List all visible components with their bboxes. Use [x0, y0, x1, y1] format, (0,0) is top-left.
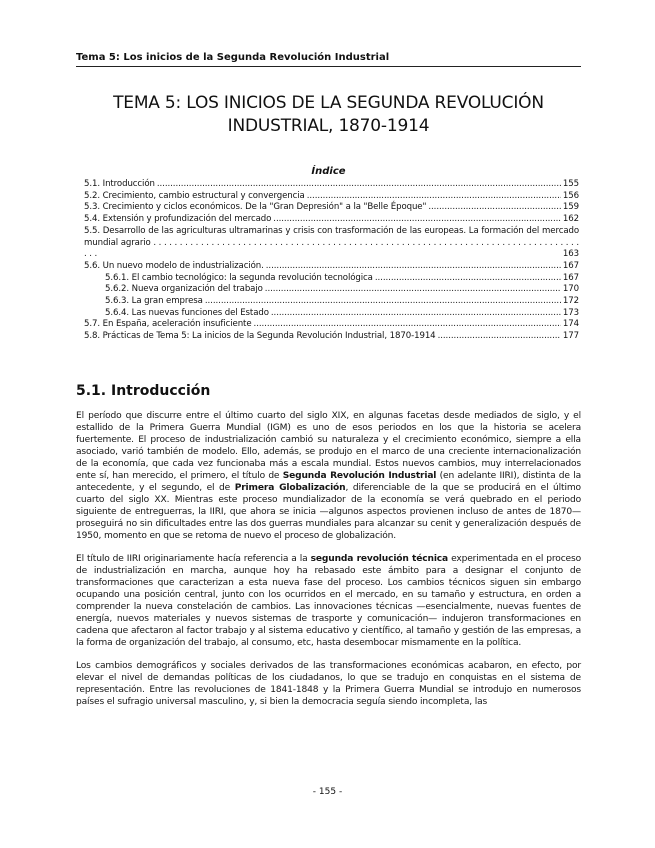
toc-entry-text: 5.6.4. Las nuevas funciones del Estado	[105, 307, 269, 318]
toc-entry[interactable]	[84, 273, 579, 285]
toc-leader-dots	[265, 284, 561, 296]
toc-entry[interactable]	[84, 214, 579, 226]
toc-leader-dots	[273, 214, 561, 226]
toc-entry-text: 5.1. Introducción	[84, 179, 155, 189]
toc-entry[interactable]	[84, 191, 579, 203]
toc-entry-text: 5.5. Desarrollo de las agriculturas ultramarinas y crisis con trasformación de las europeas. La formación del mercado mundial agrario	[84, 225, 579, 248]
paragraph	[76, 410, 581, 542]
page-number: - 155 -	[312, 787, 343, 797]
toc-entry-page: 167	[562, 260, 579, 271]
toc-leader-dots	[375, 273, 561, 285]
toc-entry[interactable]	[84, 319, 579, 331]
toc-entry-page: 173	[562, 307, 579, 318]
toc-entry-page: 177	[562, 331, 579, 342]
toc-entry-page: 174	[562, 319, 579, 330]
text-run: (en adelante IIRI), distinta de la antecedente, y el segundo, el de	[76, 471, 581, 493]
paragraph	[76, 553, 581, 649]
toc-entry-page: 155	[562, 179, 579, 189]
toc-entry-text: 5.3. Crecimiento y ciclos económicos. De la "Gran Depresión" a la "Belle Époque"	[84, 202, 427, 213]
table-of-contents	[84, 179, 579, 343]
toc-entry-text: 5.8. Prácticas de Tema 5: La inicios de la Segunda Revolución Industrial, 1870-1914	[84, 331, 436, 342]
toc-leader-dots: . . . . . . . . . . . . . . . . . . . . . . . . . . . . . . . . . . . . . . . . . . . . . . . . . . . . . . . . . . . . . . . . . . . . . . . . . . . . . . . . . . . .	[84, 237, 579, 260]
section-body	[76, 410, 581, 719]
toc-leader-dots	[157, 179, 561, 191]
text-run: , diferenciable de la que se producirá en el último cuarto del siglo XX. Mientras este proceso mundializador de la economía se verá quebrado en el periodo siguiente de entreguerras, la IIRI, que ahora se inicia —algunos aspectos provienen incluso de antes de 1870— proseguirá no sin dificultades entre las dos guerras mundiales para alcanzar su cenit y generalización después de 1950, momento en que se retoma de nuevo el proceso de globalización.	[76, 483, 581, 541]
toc-entry[interactable]	[84, 296, 579, 308]
toc-entry[interactable]	[84, 308, 579, 320]
toc-leader-dots	[271, 308, 561, 320]
toc-entry[interactable]	[84, 261, 579, 273]
bold-term: Primera Globalización	[234, 483, 346, 493]
toc-entry-text: 5.2. Crecimiento, cambio estructural y convergencia	[84, 190, 305, 201]
toc-entry-text: 5.6.2. Nueva organización del trabajo	[105, 284, 263, 295]
paragraph: Los cambios demográficos y sociales derivados de las transformaciones económicas acabaron, en efecto, por elevar el nivel de demandas políticas de los ciudadanos, lo que se tradujo en conquistas en el sistema de representación. Entre las revoluciones de 1841-1848 y la Primera Guerra Mundial se introdujo en numerosos países el sufragio universal masculino, y, si bien la democracia seguía siendo incompleta, las	[76, 661, 581, 707]
toc-entry-page: 156	[562, 190, 579, 201]
toc-entry-page: 159	[562, 202, 579, 213]
section-heading: 5.1. Introducción	[76, 383, 211, 399]
running-header: Tema 5: Los inicios de la Segunda Revolución Industrial	[76, 52, 581, 67]
toc-entry-text: 5.6.3. La gran empresa	[105, 296, 203, 307]
toc-entry[interactable]	[84, 202, 579, 214]
toc-leader-dots	[266, 261, 561, 273]
toc-leader-dots	[254, 319, 561, 331]
bold-term: Segunda Revolución Industrial	[282, 471, 437, 481]
toc-entry-text: 5.4. Extensión y profundización del mercado	[84, 214, 272, 225]
toc-entry-text: 5.6.1. El cambio tecnológico: la segunda revolución tecnológica	[105, 272, 373, 283]
toc-entry[interactable]	[84, 284, 579, 296]
text-run: experimentada en el proceso de industrialización en marcha, aunque hoy ha rebasado este ámbito para a designar el conjunto de transformaciones que caracterizan a esta nueva fase del proceso. Los cambios técnicos siguen sin embargo ocupando una posición central, junto con los ocurridos en el mercado, en su tamaño y estructura, en orden a comprender la nueva constelación de cambios. Las innovaciones técnicas —esencialmente, nuevas fuentes de energía, nuevos materiales y nuevos sistemas de trasporte y comunicación— indujeron transformaciones en cadena que afectaron al factor trabajo y al sistema educativo y científico, al tamaño y gestión de las empresas, a la forma de organización del trabajo, al consumo, etc, hasta desembocar mismamente en la política.	[76, 554, 582, 648]
toc-entry-page: 172	[562, 296, 579, 307]
toc-entry[interactable]	[84, 331, 579, 343]
toc-entry-page: 170	[562, 284, 579, 295]
toc-entry-text: 5.7. En España, aceleración insuficiente	[84, 319, 252, 330]
toc-leader-dots	[205, 296, 561, 308]
toc-entry-page: 163	[562, 249, 579, 260]
text-run: El título de IIRI originariamente hacía referencia a la	[76, 554, 311, 564]
toc-entry[interactable]	[84, 226, 579, 261]
toc-leader-dots	[428, 202, 561, 214]
toc-leader-dots	[438, 331, 561, 343]
toc-entry-text: 5.6. Un nuevo modelo de industrialización.	[84, 260, 264, 271]
text-run: El período que discurre entre el último cuarto del siglo XIX, en algunas facetas desde mediados de siglo, y el estallido de la Primera Guerra Mundial (IGM) es uno de esos periodos en los que la historia se acelera fuertemente. El proceso de industrialización cambió su naturaleza y el crecimiento económico, siempre a ella asociado, varió también de modelo. Ello, además, se produjo en el marco de una creciente internacionalización de la economía, que cada vez funcionaba más a escala mundial. Estos nuevos cambios, muy interrelacionados ente sí, han merecido, el primero, el título de	[76, 411, 581, 481]
toc-entry-page: 162	[562, 214, 579, 225]
toc-title: Índice	[311, 166, 346, 177]
bold-term: segunda revolución técnica	[310, 554, 449, 564]
toc-entry[interactable]	[84, 179, 579, 191]
toc-leader-dots	[307, 191, 561, 203]
chapter-title: TEMA 5: LOS INICIOS DE LA SEGUNDA REVOLUCIÓN INDUSTRIAL, 1870-1914	[113, 93, 544, 136]
toc-entry-page: 167	[562, 272, 579, 283]
